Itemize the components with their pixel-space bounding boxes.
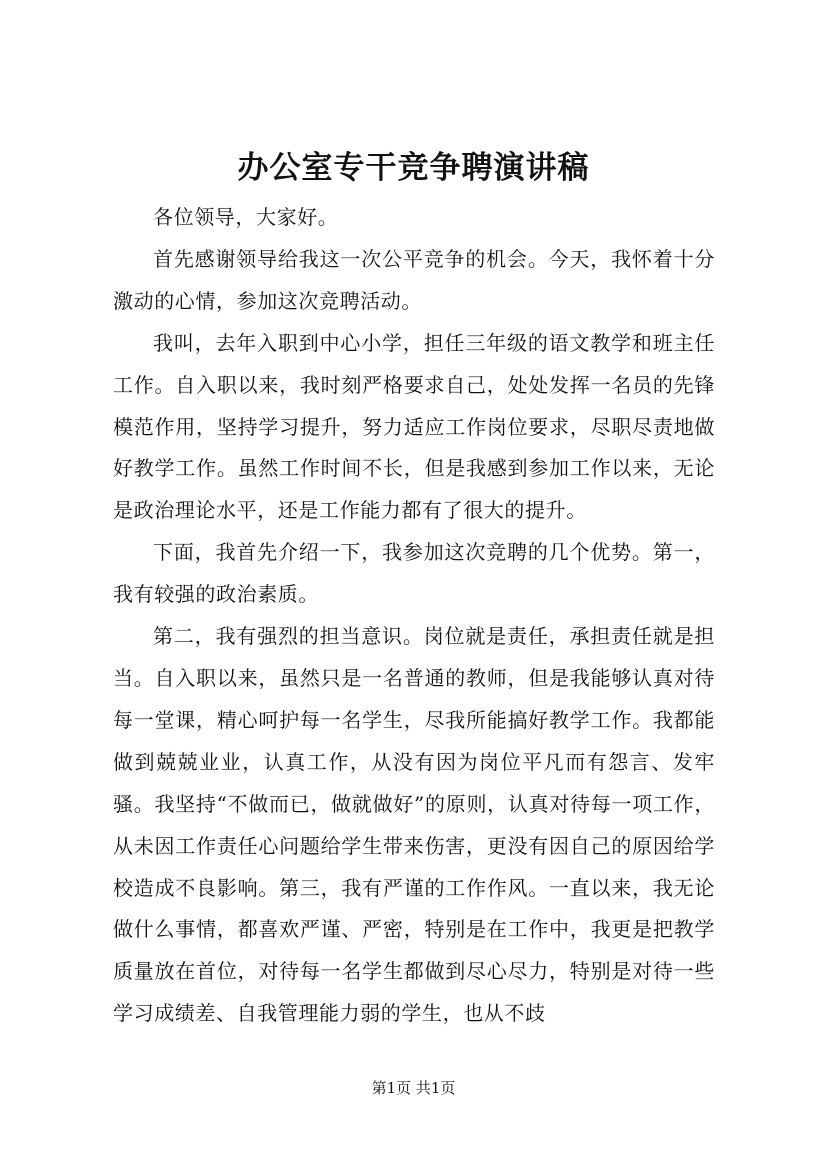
- paragraph-greeting: 各位领导，大家好。: [153, 205, 339, 229]
- page-number-footer: 第1页 共1页: [371, 1079, 456, 1097]
- paragraph-thanks: 首先感谢领导给我这一次公平竞争的机会。今天，我怀着十分激动的心情，参加这次竞聘活动。: [113, 246, 715, 313]
- paragraph-introduction: 我叫，去年入职到中心小学，担任三年级的语文教学和班主任工作。自入职以来，我时刻严格要求自己，处处发挥一名员的先锋模范作用，坚持学习提升，努力适应工作岗位要求，尽职尽责地做好教学工作。虽然工作时间不长，但是我感到参加工作以来，无论是政治理论水平，还是工作能力都有了很大的提升。: [113, 330, 715, 523]
- document-title: 办公室专干竞争聘演讲稿: [237, 150, 590, 186]
- document-body: [113, 197, 715, 1035]
- paragraph-advantages: 下面，我首先介绍一下，我参加这次竞聘的几个优势。第一，我有较强的政治素质。: [113, 540, 715, 607]
- paragraph-second-third: 第二，我有强烈的担当意识。岗位就是责任，承担责任就是担当。自入职以来，虽然只是一名普通的教师，但是我能够认真对待每一堂课，精心呵护每一名学生，尽我所能搞好教学工作。我都能做到兢兢业业，认真工作，从没有因为岗位平凡而有怨言、发牢骚。我坚持“不做而已，做就做好”的原则，认真对待每一项工作，从未因工作责任心问题给学生带来伤害，更没有因自己的原因给学校造成不良影响。第三，我有严谨的工作作风。一直以来，我无论做什么事情，都喜欢严谨、严密，特别是在工作中，我更是把教学质量放在首位，对待每一名学生都做到尽心尽力，特别是对待一些学习成绩差、自我管理能力弱的学生，也从不歧: [113, 624, 715, 1026]
